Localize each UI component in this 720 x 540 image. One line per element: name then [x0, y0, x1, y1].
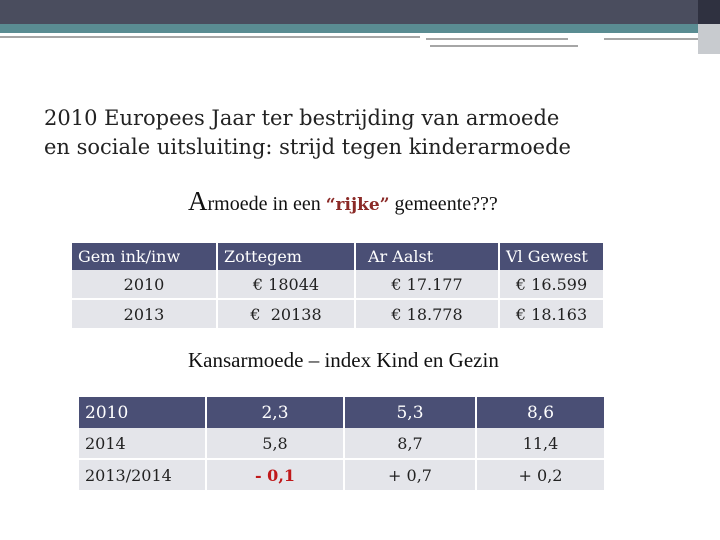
accent-bar — [0, 24, 720, 33]
decor-line — [430, 45, 578, 47]
income-cell: 2013 — [72, 299, 217, 329]
income-cell: € 17.177 — [355, 270, 499, 299]
income-header-cell: Zottegem — [217, 243, 355, 270]
subtitle-text-2: gemeente??? — [389, 193, 498, 215]
income-cell: € 18.163 — [499, 299, 603, 329]
decor-line — [0, 36, 420, 38]
index-cell: 2013/2014 — [79, 459, 206, 491]
index-table-header — [79, 397, 604, 428]
income-cell: € 16.599 — [499, 270, 603, 299]
income-header-cell: Gem ink/inw — [72, 243, 217, 270]
table-row — [79, 428, 604, 459]
table-row — [72, 270, 603, 299]
subtitle-highlight: “rijke” — [325, 195, 390, 215]
index-cell: 5,8 — [206, 428, 344, 459]
index-cell: + 0,7 — [344, 459, 476, 491]
decor-block — [698, 24, 720, 54]
index-header-cell: 2010 — [79, 397, 206, 428]
index-cell: 11,4 — [476, 428, 604, 459]
index-cell: + 0,2 — [476, 459, 604, 491]
top-bar-block — [698, 0, 720, 24]
income-cell: € 18.778 — [355, 299, 499, 329]
slide-title — [44, 104, 684, 162]
table-row — [72, 299, 603, 329]
index-header-cell: 8,6 — [476, 397, 604, 428]
subtitle-initial: A — [188, 186, 208, 216]
slide-subtitle — [188, 186, 498, 217]
income-cell: 2010 — [72, 270, 217, 299]
index-header-cell: 2,3 — [206, 397, 344, 428]
index-table — [79, 397, 604, 492]
subtitle-text-1: rmoede in een — [207, 193, 326, 215]
table-row — [79, 459, 604, 491]
index-cell-negative: - 0,1 — [206, 459, 344, 491]
title-line-1: 2010 Europees Jaar ter bestrijding van armoede — [44, 106, 560, 130]
top-bar — [0, 0, 720, 24]
index-cell: 2014 — [79, 428, 206, 459]
index-heading: Kansarmoede – index Kind en Gezin — [188, 348, 499, 372]
income-table — [72, 243, 603, 330]
index-header-cell: 5,3 — [344, 397, 476, 428]
decor-line — [604, 38, 698, 40]
income-cell: € 20138 — [217, 299, 355, 329]
income-header-cell: Vl Gewest — [499, 243, 603, 270]
decor-line — [426, 38, 568, 40]
title-line-2: en sociale uitsluiting: strijd tegen kinderarmoede — [44, 135, 571, 159]
index-cell: 8,7 — [344, 428, 476, 459]
income-table-header — [72, 243, 603, 270]
income-cell: € 18044 — [217, 270, 355, 299]
income-header-cell: Ar Aalst — [355, 243, 499, 270]
